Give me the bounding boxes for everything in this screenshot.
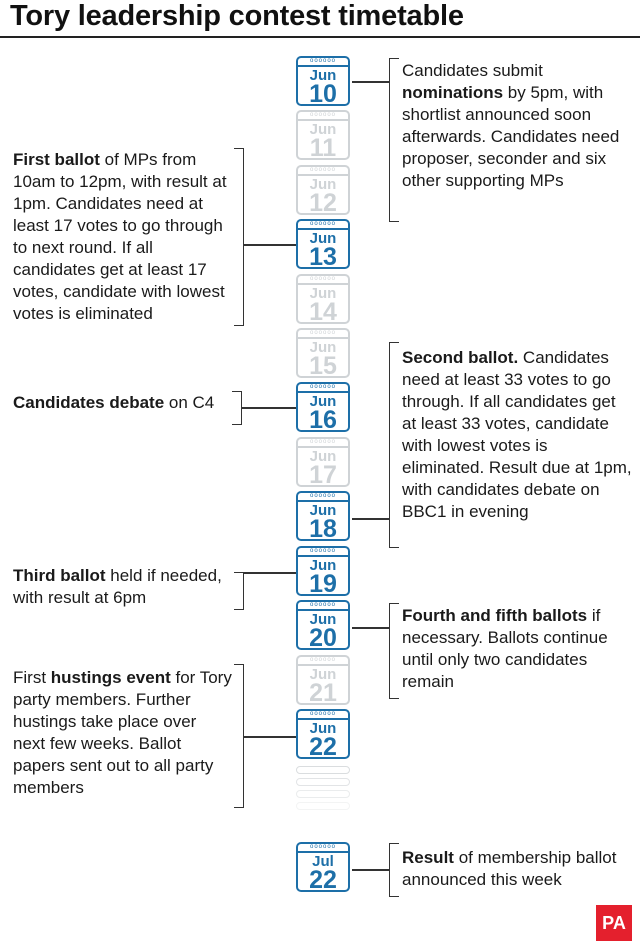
bracket-debate-c4 — [232, 391, 242, 425]
event-text: by 5pm, with shortlist announced soon afterwards. Candidates need proposer, seconder and six other supporting MPs — [402, 83, 620, 190]
event-highlight: Second ballot. — [402, 348, 519, 367]
calendar-date-jun-16 — [296, 382, 350, 432]
event-text: of MPs from 10am to 12pm, with result at 1pm. Candidates need at least 17 votes to go through to next round. If all candidates get at least 17 votes, candidate with lowest votes is eliminated — [13, 150, 227, 323]
event-text: for Tory party members. Further hustings take place over next few weeks. Ballot papers sent out to all party members — [13, 668, 232, 797]
event-hustings — [13, 667, 233, 799]
calendar-rings: oooooo — [298, 112, 348, 121]
event-text: of membership ballot announced this week — [402, 848, 617, 889]
connector-result — [352, 869, 389, 871]
calendar-date-jun-22 — [296, 709, 350, 759]
calendar-date-jun-11 — [296, 110, 350, 160]
event-nominations — [402, 60, 634, 192]
connector-second-ballot — [352, 518, 389, 520]
event-fourth-fifth-ballots — [402, 605, 634, 693]
event-highlight: nominations — [402, 83, 504, 102]
calendar-day: 21 — [309, 679, 337, 707]
calendar-day: 22 — [309, 733, 337, 761]
connector-nominations — [352, 81, 389, 83]
connector-debate-c4 — [242, 407, 296, 409]
calendar-month: Jun — [309, 448, 337, 465]
event-highlight: hustings event — [50, 668, 171, 687]
calendar-date-jun-13 — [296, 219, 350, 269]
connector-third-ballot — [244, 572, 296, 574]
calendar-month: Jun — [309, 666, 337, 683]
event-highlight: Result — [402, 848, 454, 867]
event-highlight: Candidates debate — [13, 393, 165, 412]
event-third-ballot — [13, 565, 248, 609]
calendar-month: Jun — [309, 67, 337, 84]
event-first-ballot — [13, 149, 233, 325]
event-highlight: Third ballot — [13, 566, 106, 585]
calendar-month: Jun — [309, 230, 337, 247]
calendar-date-jun-17 — [296, 437, 350, 487]
calendar-rings: oooooo — [298, 58, 348, 67]
calendar-rings: oooooo — [298, 167, 348, 176]
bracket-fourth-fifth-ballots — [389, 603, 399, 699]
connector-first-ballot — [244, 244, 296, 246]
calendar-rings: oooooo — [298, 384, 348, 393]
calendar-date-jun-20 — [296, 600, 350, 650]
event-second-ballot — [402, 347, 634, 523]
event-text: on C4 — [164, 393, 215, 412]
calendar-month: Jul — [312, 853, 334, 870]
event-text: First — [13, 668, 51, 687]
calendar-month: Jun — [309, 611, 337, 628]
calendar-date-jun-19 — [296, 546, 350, 596]
calendar-day: 19 — [309, 570, 337, 598]
event-text: Candidates submit — [402, 61, 543, 80]
bracket-second-ballot — [389, 342, 399, 548]
connector-fourth-fifth-ballots — [352, 627, 389, 629]
calendar-gap-fade — [296, 766, 350, 814]
pa-logo: PA — [596, 905, 632, 941]
calendar-date-jul-22 — [296, 842, 350, 892]
event-debate-c4 — [13, 392, 233, 414]
calendar-date-jun-14 — [296, 274, 350, 324]
connector-hustings — [244, 736, 296, 738]
calendar-month: Jun — [309, 502, 337, 519]
calendar-day: 16 — [309, 406, 337, 434]
calendar-rings: oooooo — [298, 221, 348, 230]
calendar-day: 15 — [309, 352, 337, 380]
calendar-month: Jun — [309, 285, 337, 302]
calendar-day: 22 — [309, 866, 337, 894]
calendar-date-jun-12 — [296, 165, 350, 215]
calendar-month: Jun — [309, 339, 337, 356]
calendar-date-jun-21 — [296, 655, 350, 705]
calendar-month: Jun — [309, 121, 337, 138]
calendar-month: Jun — [309, 557, 337, 574]
event-highlight: Fourth and fifth ballots — [402, 606, 588, 625]
calendar-day: 12 — [309, 189, 337, 217]
calendar-month: Jun — [309, 176, 337, 193]
page-title: Tory leadership contest timetable — [10, 0, 464, 32]
bracket-nominations — [389, 58, 399, 222]
calendar-rings: oooooo — [298, 711, 348, 720]
calendar-date-jun-15 — [296, 328, 350, 378]
event-highlight: First ballot — [13, 150, 100, 169]
calendar-day: 14 — [309, 298, 337, 326]
calendar-day: 10 — [309, 80, 337, 108]
event-text: if necessary. Ballots continue until only two candidates remain — [402, 606, 608, 691]
calendar-rings: oooooo — [298, 439, 348, 448]
calendar-rings: oooooo — [298, 657, 348, 666]
calendar-rings: oooooo — [298, 548, 348, 557]
calendar-rings: oooooo — [298, 844, 348, 853]
event-result — [402, 847, 638, 891]
calendar-rings: oooooo — [298, 493, 348, 502]
bracket-first-ballot — [234, 148, 244, 326]
calendar-month: Jun — [309, 393, 337, 410]
calendar-date-jun-10 — [296, 56, 350, 106]
calendar-rings: oooooo — [298, 276, 348, 285]
calendar-day: 17 — [309, 461, 337, 489]
calendar-day: 11 — [309, 134, 337, 162]
bracket-result — [389, 843, 399, 897]
calendar-date-jun-18 — [296, 491, 350, 541]
calendar-rings: oooooo — [298, 330, 348, 339]
event-text: held if needed, with result at 6pm — [13, 566, 222, 607]
calendar-day: 18 — [309, 515, 337, 543]
bracket-hustings — [234, 664, 244, 808]
calendar-day: 13 — [309, 243, 337, 271]
event-text: Candidates need at least 33 votes to go through. If all candidates get at least 33 votes, candidate with lowest votes is eliminated. Result due at 1pm, with candidates debate on BBC1 in evening — [402, 348, 632, 521]
calendar-day: 20 — [309, 624, 337, 652]
calendar-month: Jun — [309, 720, 337, 737]
calendar-rings: oooooo — [298, 602, 348, 611]
